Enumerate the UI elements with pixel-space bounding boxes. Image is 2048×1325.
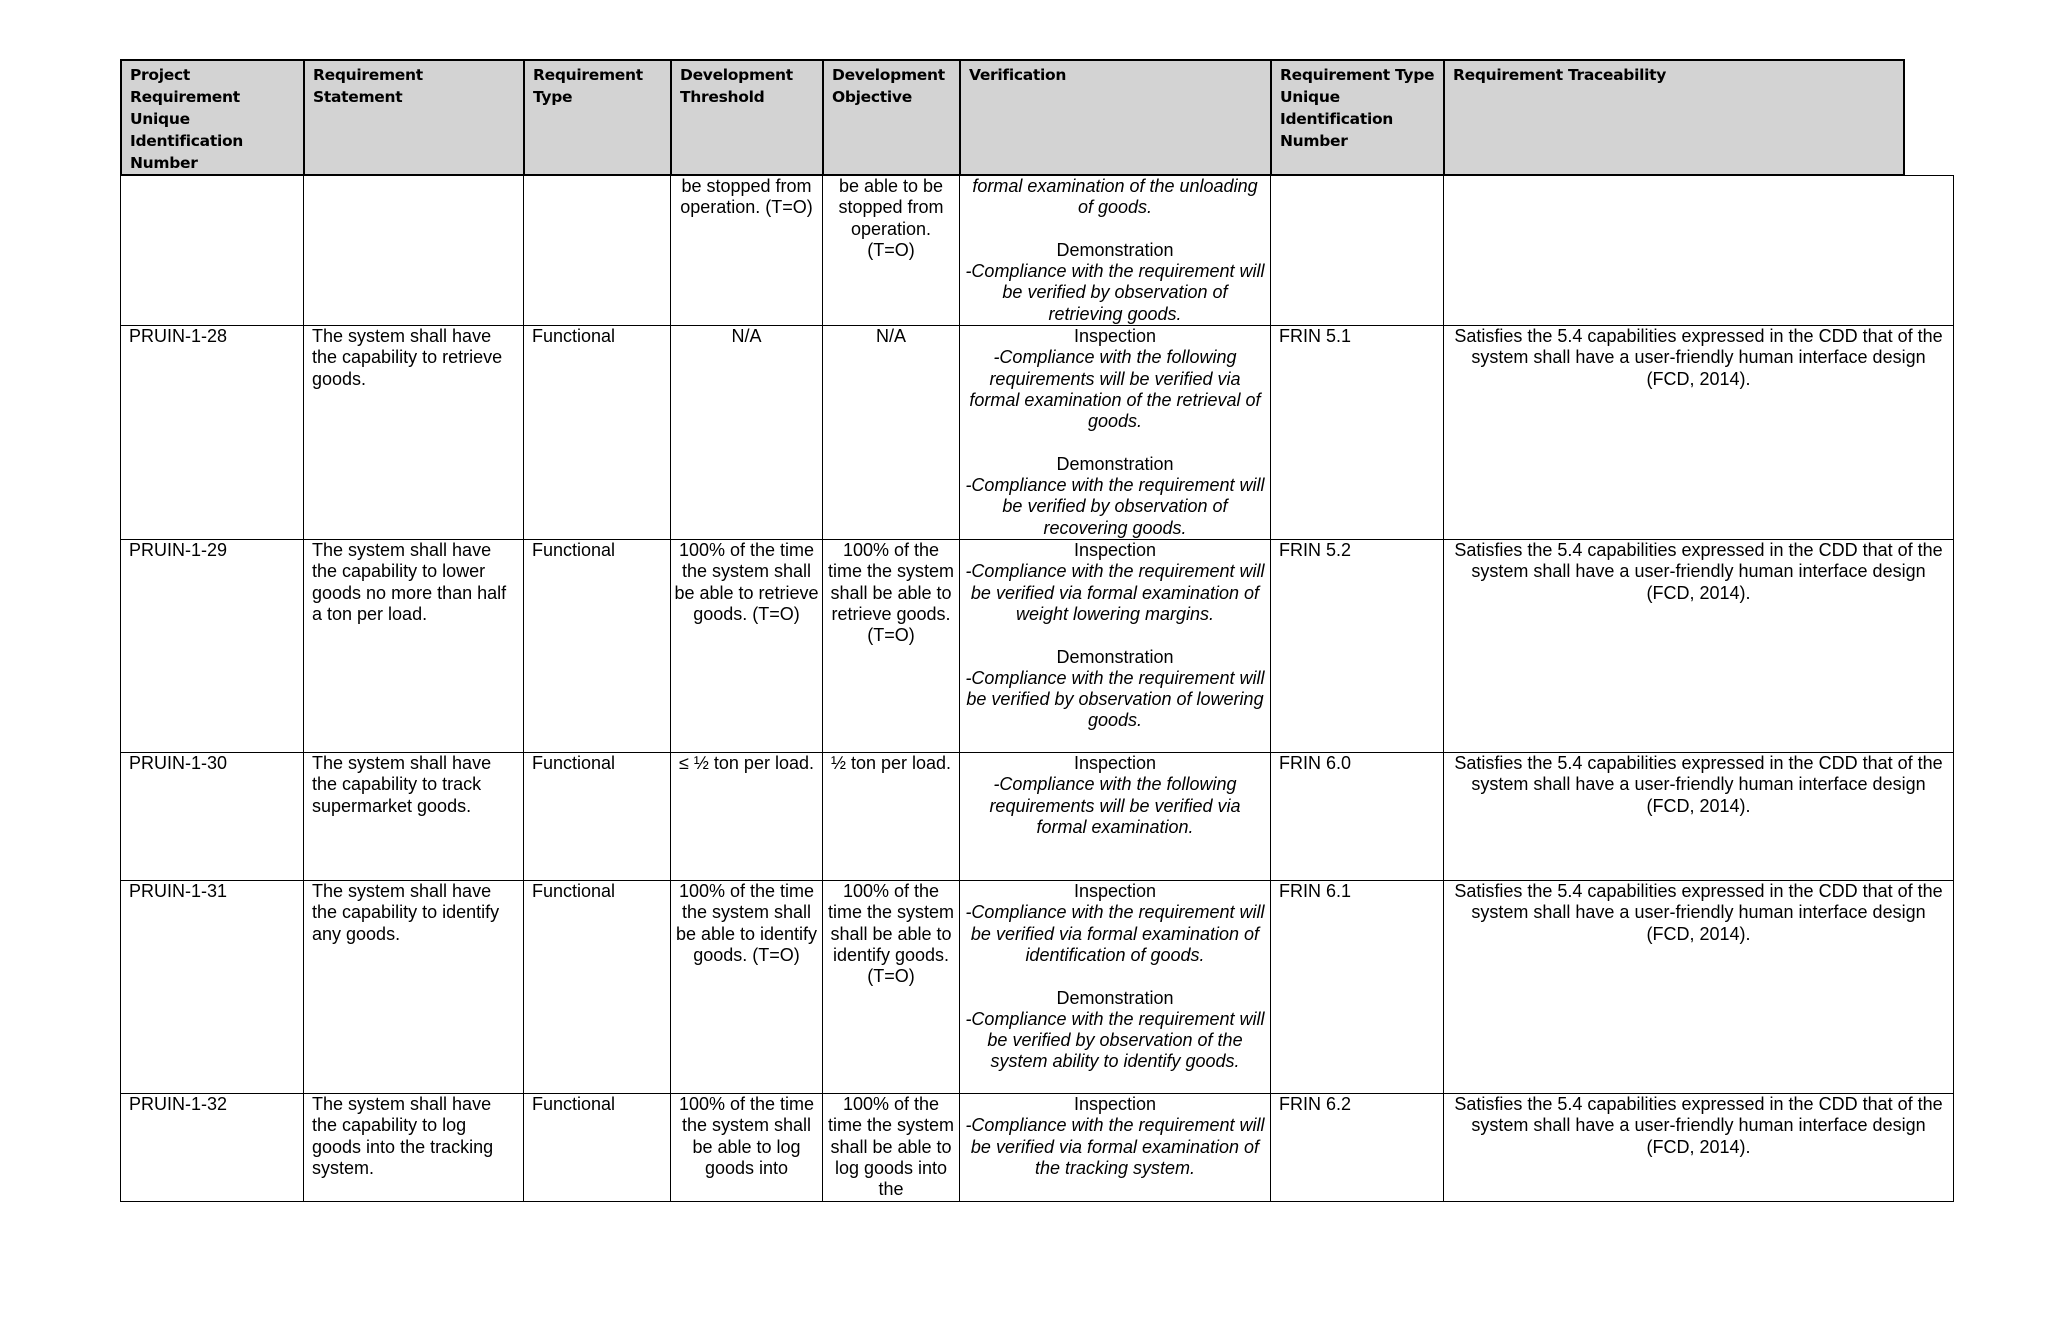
requirement-id: PRUIN-1-32 bbox=[121, 1094, 304, 1201]
verification-method-2: Demonstration bbox=[1056, 239, 1174, 260]
frin-id: FRIN 5.1 bbox=[1271, 326, 1444, 540]
verification-method-1: Inspection bbox=[1073, 326, 1157, 347]
frin-id: FRIN 6.1 bbox=[1271, 881, 1444, 1094]
verification bbox=[960, 326, 1271, 540]
requirement-traceability: Satisfies the 5.4 capabilities expressed in the CDD that of the system shall have a user-friendly human interface design (FCD, 2014). bbox=[1444, 753, 1954, 881]
verification-method-1: Inspection bbox=[1073, 881, 1157, 902]
verification-detail-1: -Compliance with the requirement will be verified via formal examination of weight lowering margins. bbox=[965, 561, 1265, 624]
table-header bbox=[120, 59, 1905, 176]
verification bbox=[960, 881, 1271, 1094]
verification-detail-1: -Compliance with the requirement will be verified via formal examination of the tracking system. bbox=[965, 1115, 1265, 1178]
frin-id: FRIN 6.0 bbox=[1271, 753, 1444, 881]
requirement-id: PRUIN-1-28 bbox=[121, 326, 304, 540]
verification-detail-1: formal examination of the unloading of goods. bbox=[972, 176, 1258, 218]
development-objective: ½ ton per load. bbox=[823, 753, 960, 881]
requirement-id: PRUIN-1-29 bbox=[121, 540, 304, 753]
verification bbox=[960, 540, 1271, 753]
requirements-table bbox=[120, 175, 1954, 1202]
verification-detail-1: -Compliance with the requirement will be verified via formal examination of identification of goods. bbox=[965, 902, 1265, 965]
header-cell: Requirement Statement bbox=[304, 60, 524, 175]
verification-spacer bbox=[964, 219, 1266, 240]
requirement-statement: The system shall have the capability to lower goods no more than half a ton per load. bbox=[304, 540, 524, 753]
verification-method-2: Demonstration bbox=[1056, 646, 1174, 667]
header-cell: Development Objective bbox=[823, 60, 960, 175]
table-row bbox=[121, 1094, 1954, 1201]
development-objective: N/A bbox=[823, 326, 960, 540]
verification-detail-2: -Compliance with the requirement will be verified by observation of lowering goods. bbox=[965, 667, 1265, 731]
requirement-traceability: Satisfies the 5.4 capabilities expressed in the CDD that of the system shall have a user-friendly human interface design (FCD, 2014). bbox=[1444, 1094, 1954, 1201]
header-cell: Requirement Type Unique Identification Number bbox=[1271, 60, 1444, 175]
requirement-statement: The system shall have the capability to log goods into the tracking system. bbox=[304, 1094, 524, 1201]
development-threshold: 100% of the time the system shall be able to retrieve goods. (T=O) bbox=[671, 540, 823, 753]
verification-method-1: Inspection bbox=[1073, 1094, 1157, 1115]
development-threshold: be stopped from operation. (T=O) bbox=[671, 176, 823, 326]
verification-method-1: Inspection bbox=[1073, 540, 1157, 561]
development-threshold: N/A bbox=[671, 326, 823, 540]
verification bbox=[960, 176, 1271, 326]
requirement-type: Functional bbox=[524, 881, 671, 1094]
header-cell: Development Threshold bbox=[671, 60, 823, 175]
requirement-type: Functional bbox=[524, 753, 671, 881]
verification-method-2: Demonstration bbox=[1056, 453, 1174, 474]
requirement-type bbox=[524, 176, 671, 326]
development-objective: 100% of the time the system shall be able to identify goods. (T=O) bbox=[823, 881, 960, 1094]
frin-id: FRIN 6.2 bbox=[1271, 1094, 1444, 1201]
header-cell: Project Requirement Unique Identification Number bbox=[121, 60, 304, 175]
requirement-traceability: Satisfies the 5.4 capabilities expressed in the CDD that of the system shall have a user-friendly human interface design (FCD, 2014). bbox=[1444, 326, 1954, 540]
requirement-statement: The system shall have the capability to track supermarket goods. bbox=[304, 753, 524, 881]
requirement-id: PRUIN-1-30 bbox=[121, 753, 304, 881]
requirement-statement: The system shall have the capability to retrieve goods. bbox=[304, 326, 524, 540]
development-objective: be able to be stopped from operation. (T=O) bbox=[823, 176, 960, 326]
requirement-id bbox=[121, 176, 304, 326]
header-cell: Verification bbox=[960, 60, 1271, 175]
verification-spacer bbox=[964, 966, 1266, 987]
requirement-type: Functional bbox=[524, 540, 671, 753]
development-objective: 100% of the time the system shall be able to log goods into the bbox=[823, 1094, 960, 1201]
header-cell: Requirement Traceability bbox=[1444, 60, 1904, 175]
verification-detail-1: -Compliance with the following requirements will be verified via formal examination. bbox=[989, 774, 1241, 837]
requirement-type: Functional bbox=[524, 326, 671, 540]
development-threshold: ≤ ½ ton per load. bbox=[671, 753, 823, 881]
development-threshold: 100% of the time the system shall be able to identify goods. (T=O) bbox=[671, 881, 823, 1094]
table-row bbox=[121, 881, 1954, 1094]
verification-method-2: Demonstration bbox=[1056, 987, 1174, 1008]
table-row bbox=[121, 540, 1954, 753]
verification bbox=[960, 1094, 1271, 1201]
development-objective: 100% of the time the system shall be able to retrieve goods. (T=O) bbox=[823, 540, 960, 753]
development-threshold: 100% of the time the system shall be able to log goods into bbox=[671, 1094, 823, 1201]
verification-detail-2: -Compliance with the requirement will be verified by observation of the system ability to identify goods. bbox=[965, 1008, 1265, 1072]
verification-detail-2: -Compliance with the requirement will be verified by observation of recovering goods. bbox=[965, 475, 1265, 538]
verification-spacer bbox=[964, 433, 1266, 454]
requirement-statement: The system shall have the capability to identify any goods. bbox=[304, 881, 524, 1094]
requirement-id: PRUIN-1-31 bbox=[121, 881, 304, 1094]
requirement-type: Functional bbox=[524, 1094, 671, 1201]
table-row bbox=[121, 176, 1954, 326]
header-row bbox=[121, 60, 1904, 175]
requirement-traceability bbox=[1444, 176, 1954, 326]
table-row bbox=[121, 326, 1954, 540]
requirement-traceability: Satisfies the 5.4 capabilities expressed in the CDD that of the system shall have a user-friendly human interface design (FCD, 2014). bbox=[1444, 540, 1954, 753]
frin-id: FRIN 5.2 bbox=[1271, 540, 1444, 753]
verification-detail-1: -Compliance with the following requirements will be verified via formal examination of the retrieval of goods. bbox=[969, 347, 1261, 432]
verification bbox=[960, 753, 1271, 881]
header-cell: Requirement Type bbox=[524, 60, 671, 175]
requirement-traceability: Satisfies the 5.4 capabilities expressed in the CDD that of the system shall have a user-friendly human interface design (FCD, 2014). bbox=[1444, 881, 1954, 1094]
verification-method-1: Inspection bbox=[1073, 753, 1157, 774]
table-row bbox=[121, 753, 1954, 881]
verification-spacer bbox=[964, 625, 1266, 646]
verification-detail-2: -Compliance with the requirement will be verified by observation of retrieving goods. bbox=[965, 261, 1265, 324]
frin-id bbox=[1271, 176, 1444, 326]
requirement-statement bbox=[304, 176, 524, 326]
